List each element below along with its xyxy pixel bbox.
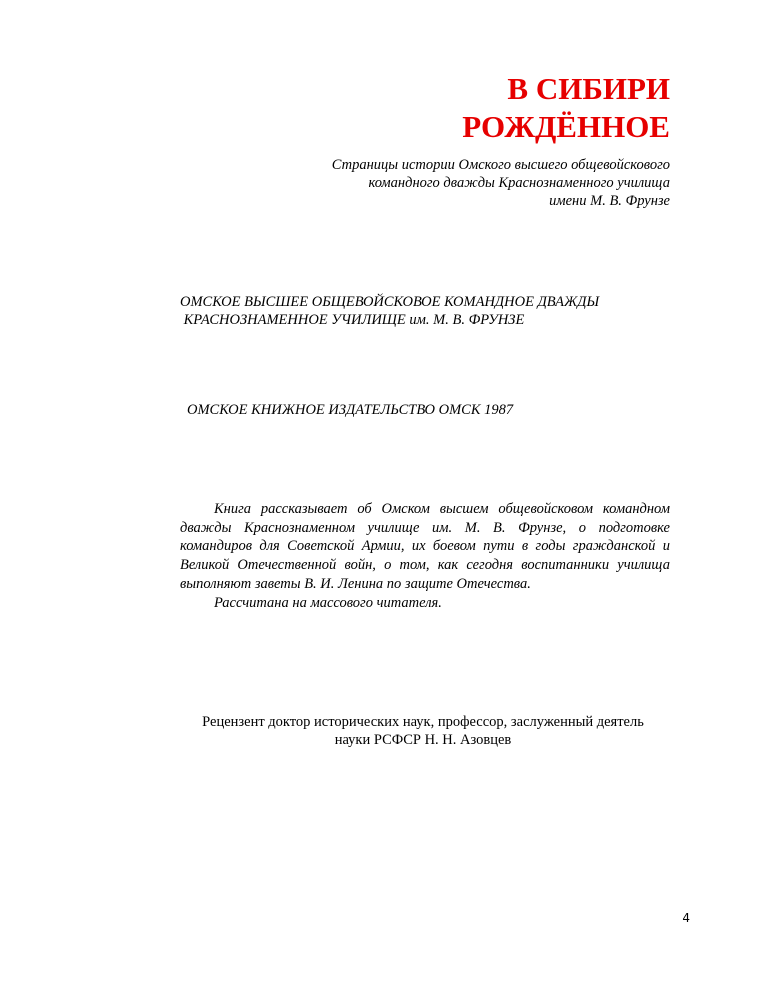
book-title bbox=[462, 70, 670, 146]
annotation-paragraph: Книга рассказывает об Омском высшем общевойсковом командном дважды Краснознаменном училище им. М. В. Фрунзе, о подготовке командиров для Советской Армии, их боевом пути в годы гражданской и Великой Отечественной войн, о том, как сегодня воспитанники училища выполняют заветы В. И. Ленина по защите Отечества. bbox=[180, 501, 670, 592]
institution-name bbox=[180, 293, 599, 329]
page-number: 4 bbox=[682, 911, 690, 925]
annotation-audience: Рассчитана на массового читателя. bbox=[214, 594, 442, 611]
reviewer-credit bbox=[170, 713, 676, 749]
publisher-imprint: ОМСКОЕ КНИЖНОЕ ИЗДАТЕЛЬСТВО ОМСК 1987 bbox=[187, 402, 514, 418]
institution-line-2: КРАСНОЗНАМЕННОЕ УЧИЛИЩЕ им. М. В. ФРУНЗЕ bbox=[180, 312, 525, 328]
book-title-line-1: В СИБИРИ bbox=[507, 71, 670, 106]
subtitle-line-1: Страницы истории Омского высшего общевойскового bbox=[331, 157, 670, 173]
book-subtitle bbox=[230, 156, 670, 210]
subtitle-line-3: имени М. В. Фрунзе bbox=[549, 193, 670, 209]
subtitle-line-2: командного дважды Краснознаменного училища bbox=[368, 175, 670, 191]
reviewer-line-2: науки РСФСР Н. Н. Азовцев bbox=[334, 732, 512, 748]
reviewer-line-1: Рецензент доктор исторических наук, профессор, заслуженный деятель bbox=[202, 714, 644, 730]
institution-line-1: ОМСКОЕ ВЫСШЕЕ ОБЩЕВОЙСКОВОЕ КОМАНДНОЕ ДВАЖДЫ bbox=[180, 294, 600, 310]
book-title-line-2: РОЖДЁННОЕ bbox=[462, 109, 670, 144]
book-annotation bbox=[180, 500, 670, 612]
